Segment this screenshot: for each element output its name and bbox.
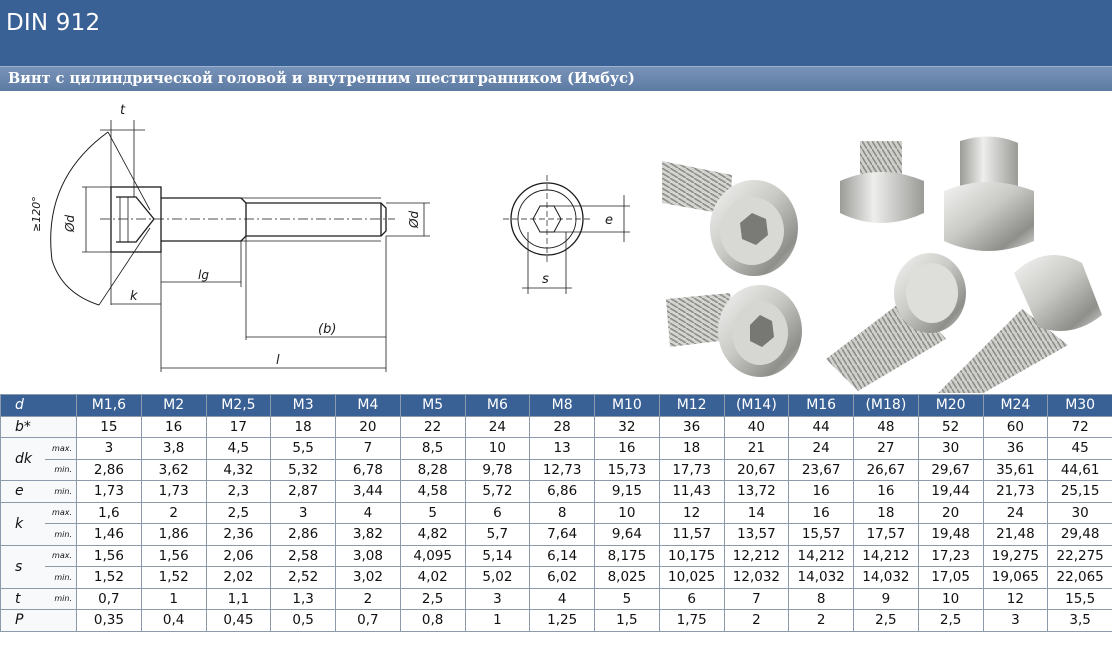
table-cell: 5,72 (465, 481, 530, 503)
table-cell: 1 (465, 610, 530, 632)
table-header-size: M4 (336, 395, 401, 417)
table-header-size: (M18) (854, 395, 919, 417)
table-cell: 17,23 (918, 545, 983, 567)
table-cell: 10 (918, 588, 983, 610)
table-cell: 18 (854, 502, 919, 524)
table-cell: 2 (789, 610, 854, 632)
table-cell: 11,57 (659, 524, 724, 546)
table-cell: 3,8 (141, 438, 206, 460)
table-cell: 22 (400, 416, 465, 438)
dim-label-l: l (276, 353, 280, 368)
table-cell: 0,35 (77, 610, 142, 632)
table-header-size: M1,6 (77, 395, 142, 417)
table-cell: 22,275 (1048, 545, 1112, 567)
row-param-label: e (1, 481, 45, 503)
table-cell: 35,61 (983, 459, 1048, 481)
table-cell: 6,02 (530, 567, 595, 589)
subtitle-bar (0, 66, 1112, 91)
table-cell: 3,5 (1048, 610, 1112, 632)
table-cell: 19,065 (983, 567, 1048, 589)
table-cell: 4 (530, 588, 595, 610)
row-param-label: dk (1, 438, 45, 481)
table-header-size: M10 (595, 395, 660, 417)
table-cell: 1,73 (77, 481, 142, 503)
row-sub-label: min. (45, 524, 77, 546)
bolt-photo-bottom-center (826, 253, 966, 391)
row-param-label: b* (1, 416, 45, 438)
table-cell: 16 (789, 481, 854, 503)
bolt-photo-bottom-left (666, 285, 802, 377)
table-cell: 20,67 (724, 459, 789, 481)
table-row (1, 459, 1112, 481)
table-cell: 2,5 (400, 588, 465, 610)
table-header-size: M6 (465, 395, 530, 417)
row-sub-label (45, 610, 77, 632)
table-cell: 1,1 (206, 588, 271, 610)
table-row (1, 481, 1112, 503)
table-cell: 2 (724, 610, 789, 632)
dim-label-e: e (605, 213, 613, 228)
table-header-size: M30 (1048, 395, 1112, 417)
table-cell: 3 (983, 610, 1048, 632)
table-row (1, 416, 1112, 438)
table-cell: 12 (983, 588, 1048, 610)
table-cell: 1,25 (530, 610, 595, 632)
table-cell: 14,212 (789, 545, 854, 567)
table-cell: 2 (336, 588, 401, 610)
table-cell: 0,8 (400, 610, 465, 632)
table-cell: 13,72 (724, 481, 789, 503)
table-cell: 1,75 (659, 610, 724, 632)
table-cell: 4,58 (400, 481, 465, 503)
table-cell: 6,86 (530, 481, 595, 503)
table-cell: 36 (659, 416, 724, 438)
dim-label-angle: ≥120° (30, 196, 43, 232)
table-cell: 2,06 (206, 545, 271, 567)
table-row (1, 567, 1112, 589)
table-cell: 22,065 (1048, 567, 1112, 589)
row-sub-label: max. (45, 502, 77, 524)
table-cell: 9,78 (465, 459, 530, 481)
table-cell: 7,64 (530, 524, 595, 546)
table-cell: 36 (983, 438, 1048, 460)
page-title: DIN 912 (6, 10, 101, 36)
table-cell: 6,78 (336, 459, 401, 481)
table-cell: 9,64 (595, 524, 660, 546)
table-header-size: M5 (400, 395, 465, 417)
table-header-size: M12 (659, 395, 724, 417)
table-cell: 60 (983, 416, 1048, 438)
table-cell: 10,025 (659, 567, 724, 589)
table-cell: 6 (659, 588, 724, 610)
table-cell: 12,73 (530, 459, 595, 481)
table-cell: 30 (918, 438, 983, 460)
table-cell: 17,05 (918, 567, 983, 589)
table-cell: 4,5 (206, 438, 271, 460)
table-cell: 1,3 (271, 588, 336, 610)
table-cell: 2,52 (271, 567, 336, 589)
table-cell: 8 (530, 502, 595, 524)
table-cell: 52 (918, 416, 983, 438)
table-row (1, 438, 1112, 460)
table-cell: 21 (724, 438, 789, 460)
table-cell: 29,48 (1048, 524, 1112, 546)
table-cell: 5,5 (271, 438, 336, 460)
table-cell: 0,4 (141, 610, 206, 632)
table-cell: 15,57 (789, 524, 854, 546)
table-cell: 0,45 (206, 610, 271, 632)
table-cell: 2,36 (206, 524, 271, 546)
table-cell: 1,73 (141, 481, 206, 503)
row-sub-label: min. (45, 481, 77, 503)
table-cell: 10 (595, 502, 660, 524)
table-cell: 8 (789, 588, 854, 610)
table-cell: 1,52 (141, 567, 206, 589)
table-cell: 9 (854, 588, 919, 610)
table-header-size: M20 (918, 395, 983, 417)
table-cell: 14,032 (854, 567, 919, 589)
table-cell: 5,14 (465, 545, 530, 567)
table-header-size: M8 (530, 395, 595, 417)
table-cell: 12,032 (724, 567, 789, 589)
table-cell: 3,08 (336, 545, 401, 567)
table-cell: 16 (789, 502, 854, 524)
dim-label-dk: Ød (63, 214, 77, 232)
table-cell: 11,43 (659, 481, 724, 503)
table-row (1, 524, 1112, 546)
table-cell: 25,15 (1048, 481, 1112, 503)
table-cell: 21,48 (983, 524, 1048, 546)
dim-label-t: t (120, 103, 126, 118)
table-cell: 8,5 (400, 438, 465, 460)
row-sub-label: min. (45, 588, 77, 610)
table-header-size: M16 (789, 395, 854, 417)
table-cell: 20 (336, 416, 401, 438)
table-cell: 3,44 (336, 481, 401, 503)
table-cell: 44,61 (1048, 459, 1112, 481)
table-cell: 1,6 (77, 502, 142, 524)
table-cell: 15,73 (595, 459, 660, 481)
table-cell: 24 (983, 502, 1048, 524)
table-cell: 10 (465, 438, 530, 460)
table-cell: 19,275 (983, 545, 1048, 567)
table-cell: 2,58 (271, 545, 336, 567)
table-row (1, 502, 1112, 524)
table-cell: 2,5 (918, 610, 983, 632)
table-row (1, 545, 1112, 567)
table-cell: 4,32 (206, 459, 271, 481)
table-cell: 17,73 (659, 459, 724, 481)
dim-label-k: k (130, 289, 138, 304)
table-cell: 3,62 (141, 459, 206, 481)
row-param-label: t (1, 588, 45, 610)
table-cell: 72 (1048, 416, 1112, 438)
technical-drawing (0, 91, 660, 394)
table-cell: 1,46 (77, 524, 142, 546)
bolt-photo-top-center (840, 141, 924, 223)
table-cell: 7 (336, 438, 401, 460)
dim-label-d: Ød (407, 210, 421, 228)
table-cell: 5 (595, 588, 660, 610)
table-cell: 5 (400, 502, 465, 524)
table-cell: 6 (465, 502, 530, 524)
table-cell: 1 (141, 588, 206, 610)
table-header-size: M2,5 (206, 395, 271, 417)
table-cell: 16 (854, 481, 919, 503)
table-body (1, 416, 1112, 631)
table-cell: 19,44 (918, 481, 983, 503)
table-cell: 15,5 (1048, 588, 1112, 610)
table-cell: 9,15 (595, 481, 660, 503)
table-cell: 26,67 (854, 459, 919, 481)
table-cell: 0,7 (77, 588, 142, 610)
table-header-d: d (1, 395, 77, 417)
table-cell: 13 (530, 438, 595, 460)
table-cell: 5,02 (465, 567, 530, 589)
bolt-photo-bottom-right (938, 255, 1102, 393)
page-subtitle: Винт с цилиндрической головой и внутренним шестигранником (Имбус) (8, 70, 635, 87)
dimensions-table (0, 394, 1112, 632)
table-cell: 8,175 (595, 545, 660, 567)
table-cell: 21,73 (983, 481, 1048, 503)
table-cell: 5,7 (465, 524, 530, 546)
table-cell: 19,48 (918, 524, 983, 546)
table-cell: 24 (465, 416, 530, 438)
table-cell: 2,86 (271, 524, 336, 546)
table-cell: 2,86 (77, 459, 142, 481)
bolt-photo-top-right (944, 136, 1034, 251)
table-cell: 2,3 (206, 481, 271, 503)
table-cell: 1,52 (77, 567, 142, 589)
table-header-row (1, 395, 1112, 417)
row-sub-label: max. (45, 438, 77, 460)
table-header-size: (M14) (724, 395, 789, 417)
row-sub-label (45, 416, 77, 438)
table-cell: 29,67 (918, 459, 983, 481)
table-cell: 27 (854, 438, 919, 460)
table-cell: 4,02 (400, 567, 465, 589)
table-cell: 7 (724, 588, 789, 610)
table-cell: 4,095 (400, 545, 465, 567)
table-cell: 20 (918, 502, 983, 524)
table-cell: 10,175 (659, 545, 724, 567)
table-cell: 28 (530, 416, 595, 438)
table-cell: 2,5 (206, 502, 271, 524)
table-cell: 8,025 (595, 567, 660, 589)
table-cell: 3 (465, 588, 530, 610)
row-param-label: k (1, 502, 45, 545)
table-cell: 45 (1048, 438, 1112, 460)
table-cell: 1,56 (77, 545, 142, 567)
row-sub-label: min. (45, 459, 77, 481)
table-cell: 8,28 (400, 459, 465, 481)
table-cell: 16 (595, 438, 660, 460)
table-cell: 12,212 (724, 545, 789, 567)
row-param-label: P (1, 610, 45, 632)
table-cell: 1,86 (141, 524, 206, 546)
table-cell: 3 (77, 438, 142, 460)
table-cell: 14,212 (854, 545, 919, 567)
dim-label-lg: lg (198, 268, 209, 282)
table-cell: 0,5 (271, 610, 336, 632)
table-cell: 32 (595, 416, 660, 438)
table-cell: 16 (141, 416, 206, 438)
product-photo (662, 133, 1110, 393)
table-cell: 1,56 (141, 545, 206, 567)
table-cell: 24 (789, 438, 854, 460)
table-cell: 18 (659, 438, 724, 460)
dim-label-b: (b) (318, 322, 337, 337)
table-cell: 0,7 (336, 610, 401, 632)
table-header-size: M2 (141, 395, 206, 417)
table-cell: 23,67 (789, 459, 854, 481)
row-param-label: s (1, 545, 45, 588)
row-sub-label: min. (45, 567, 77, 589)
bolt-photo-top-left (662, 161, 798, 276)
table-cell: 4 (336, 502, 401, 524)
table-cell: 30 (1048, 502, 1112, 524)
table-cell: 44 (789, 416, 854, 438)
table-cell: 40 (724, 416, 789, 438)
table-cell: 15 (77, 416, 142, 438)
table-cell: 4,82 (400, 524, 465, 546)
table-cell: 6,14 (530, 545, 595, 567)
table-header-size: M24 (983, 395, 1048, 417)
table-row (1, 610, 1112, 632)
dim-label-s: s (542, 272, 549, 287)
row-sub-label: max. (45, 545, 77, 567)
table-cell: 13,57 (724, 524, 789, 546)
table-cell: 3 (271, 502, 336, 524)
table-cell: 1,5 (595, 610, 660, 632)
table-cell: 14 (724, 502, 789, 524)
table-cell: 17 (206, 416, 271, 438)
table-cell: 2,02 (206, 567, 271, 589)
table-cell: 3,82 (336, 524, 401, 546)
table-cell: 3,02 (336, 567, 401, 589)
table-cell: 14,032 (789, 567, 854, 589)
table-cell: 12 (659, 502, 724, 524)
header-bar (0, 0, 1112, 66)
table-cell: 5,32 (271, 459, 336, 481)
table-row (1, 588, 1112, 610)
table-cell: 2,5 (854, 610, 919, 632)
table-cell: 48 (854, 416, 919, 438)
table-header-size: M3 (271, 395, 336, 417)
table-cell: 2,87 (271, 481, 336, 503)
table-cell: 17,57 (854, 524, 919, 546)
table-cell: 18 (271, 416, 336, 438)
table-cell: 2 (141, 502, 206, 524)
